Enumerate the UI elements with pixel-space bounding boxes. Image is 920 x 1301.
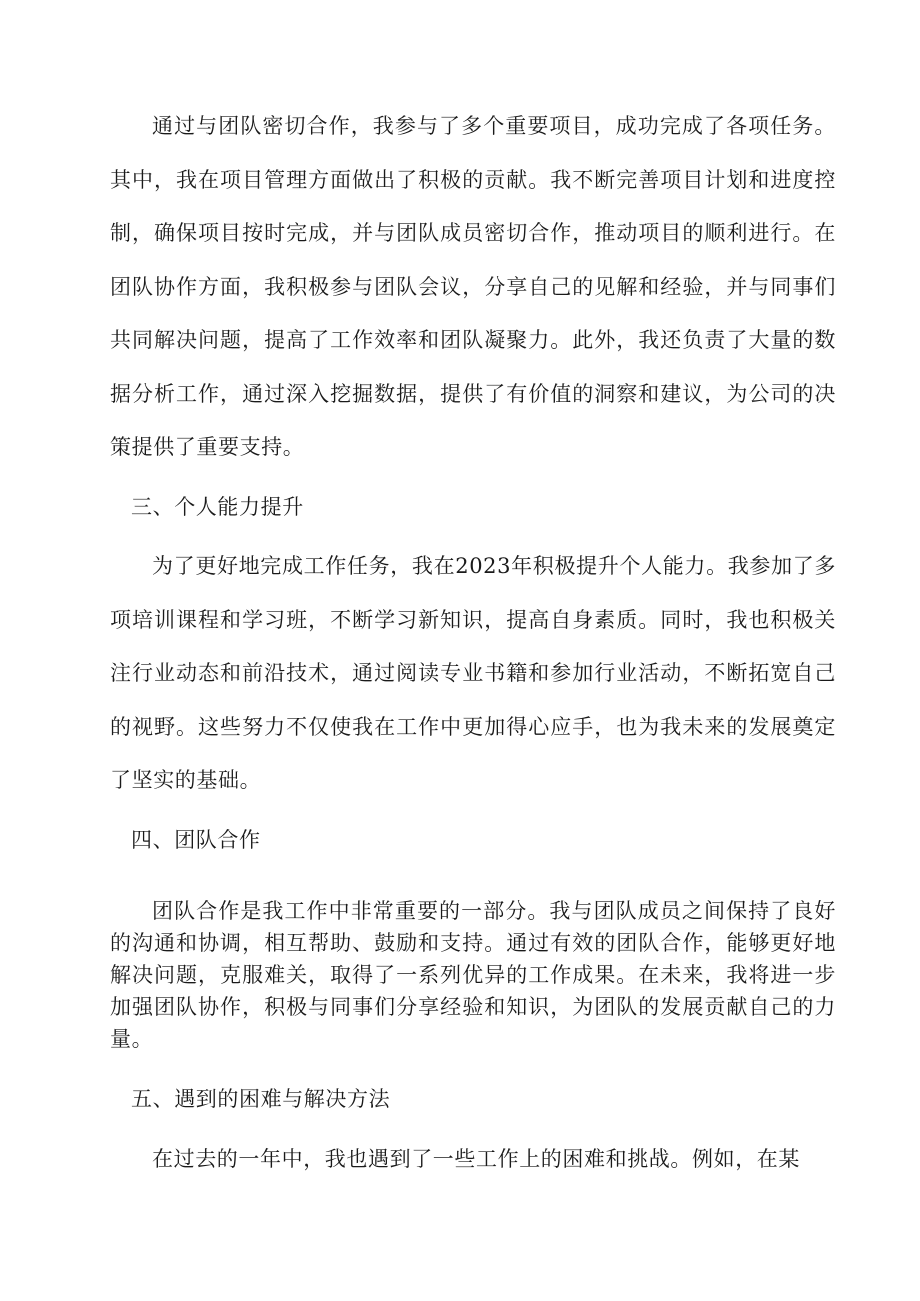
paragraph-project-contributions: 通过与团队密切合作，我参与了多个重要项目，成功完成了各项任务。其中，我在项目管理方面做出了积极的贡献。我不断完善项目计划和进度控制，确保项目按时完成，并与团队成员密切合作，推动项目的顺利进行。在团队协作方面，我积极参与团队会议，分享自己的见解和经验，并与同事们共同解决问题，提高了工作效率和团队凝聚力。此外，我还负责了大量的数据分析工作，通过深入挖掘数据，提供了有价值的洞察和建议，为公司的决策提供了重要支持。: [110, 114, 836, 459]
section-heading-3: 三、个人能力提升: [131, 494, 304, 519]
paragraph-teamwork: 团队合作是我工作中非常重要的一部分。我与团队成员之间保持了良好的沟通和协调，相互帮助、鼓励和支持。通过有效的团队合作，能够更好地解决问题，克服难关，取得了一系列优异的工作成果。在未来，我将进一步加强团队协作，积极与同事们分享经验和知识，为团队的发展贡献自己的力量。: [110, 899, 836, 1051]
document-page: [110, 100, 836, 1186]
section-heading-4: 四、团队合作: [131, 827, 261, 852]
section-heading-5: 五、遇到的困难与解决方法: [131, 1087, 391, 1111]
paragraph-ability-improvement: 为了更好地完成工作任务，我在2023年积极提升个人能力。我参加了多项培训课程和学习班，不断学习新知识，提高自身素质。同时，我也积极关注行业动态和前沿技术，通过阅读专业书籍和参加行业活动，不断拓宽自己的视野。这些努力不仅使我在工作中更加得心应手，也为我未来的发展奠定了坚实的基础。: [110, 554, 836, 792]
paragraph-difficulties: 在过去的一年中，我也遇到了一些工作上的困难和挑战。例如，在某: [152, 1146, 800, 1171]
